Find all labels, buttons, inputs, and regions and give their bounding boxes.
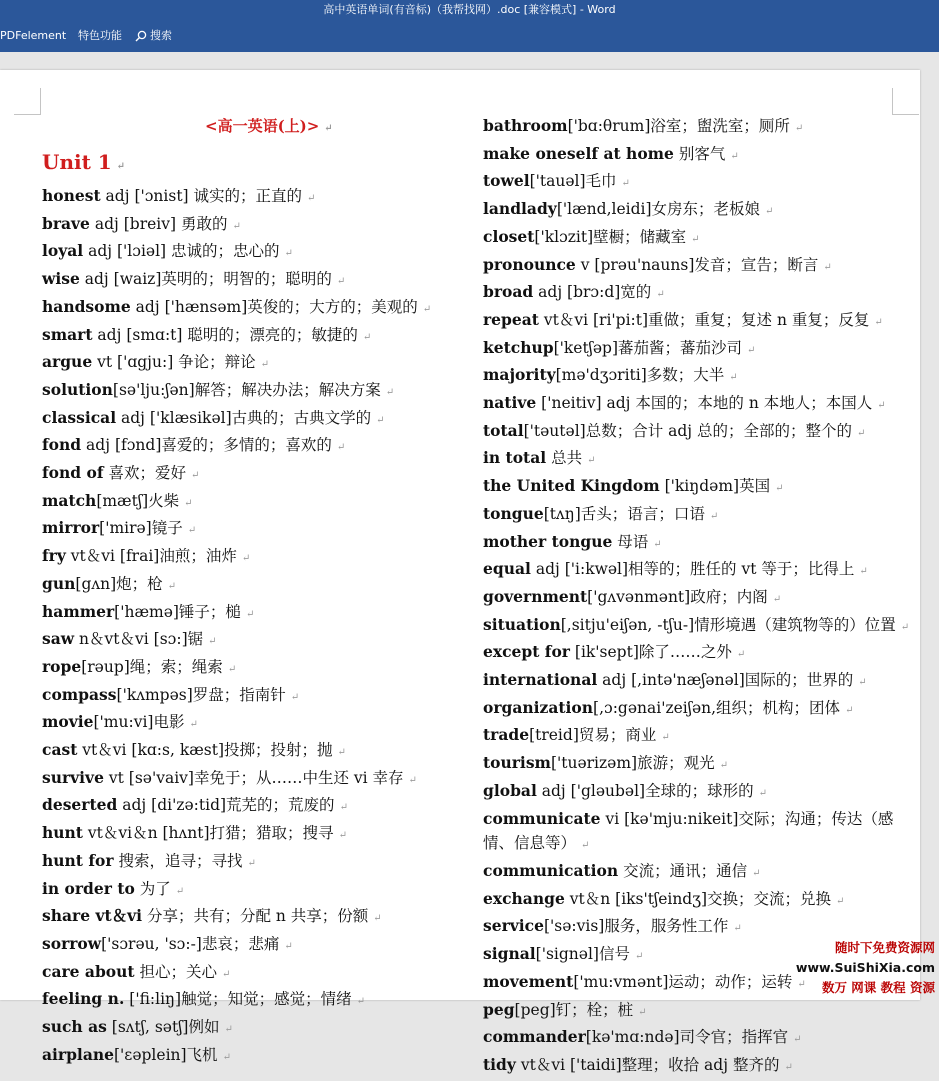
vocab-definition: 总共 [546, 449, 583, 468]
vocab-definition: ['lænd,leidi]女房东；老板娘 [556, 200, 761, 219]
vocab-definition: ['mu:vmənt]运动；动作；运转 [573, 972, 793, 991]
vocab-word: trade [483, 725, 530, 745]
vocab-entry [42, 544, 462, 572]
vocab-definition: vt＆vi ['taidi]整理；收拾 adj 整齐的 [515, 1055, 780, 1074]
paragraph-mark: ↵ [284, 248, 293, 260]
vocab-definition: [,sitju'eiʃən, -tʃu-]情形境遇（建筑物等的）位置 [560, 615, 896, 634]
vocab-entry [483, 640, 913, 668]
vocab-entry [483, 363, 913, 391]
paragraph-mark: ↵ [245, 608, 255, 620]
vocab-word: except for [483, 642, 570, 662]
watermark-line-1: 随时下免费资源网 [834, 940, 935, 955]
vocab-definition: adj ['i:kwəl]相等的；胜任的 vt 等于；比得上 [530, 560, 855, 579]
paragraph-mark: ↵ [775, 483, 784, 495]
vocab-definition: [sə'lju:ʃən]解答；解决办法；解决方案 [112, 380, 381, 399]
vocab-entry [483, 253, 913, 281]
paragraph-mark: ↵ [877, 400, 886, 412]
vocab-entry [42, 655, 462, 683]
paragraph-mark: ↵ [422, 303, 432, 315]
vocab-word: share vt＆vi [42, 906, 143, 926]
vocab-definition: [ik'sept]除了……之外 [569, 643, 732, 662]
vocab-word: gun [42, 573, 76, 593]
vocab-definition: vt ['ɑgju:] 争论；辩论 [92, 353, 256, 372]
vocab-entry [483, 114, 913, 142]
vocab-word: landlady [483, 199, 557, 219]
vocab-definition: 担心；关心 [134, 962, 217, 981]
vocab-definition: ['hæmə]锤子；槌 [114, 602, 241, 621]
vocab-definition: [treid]贸易；商业 [529, 726, 657, 745]
vocab-word: in total [483, 448, 547, 468]
vocab-definition: 为了 [134, 879, 171, 898]
vocab-definition: [rəup]绳；索；绳索 [81, 657, 223, 676]
paragraph-mark: ↵ [653, 538, 662, 550]
vocab-word: total [483, 420, 524, 440]
vocab-entry [483, 419, 913, 447]
vocab-word: care about [42, 961, 135, 981]
vocab-entry [42, 793, 462, 821]
vocab-definition: [mə'dʒɔriti]多数；大半 [555, 366, 725, 385]
paragraph-mark: ↵ [859, 566, 868, 578]
vocab-entry [483, 446, 913, 474]
paragraph-mark: ↵ [187, 525, 197, 537]
vocab-word: exchange [483, 888, 565, 908]
vocab-word: closet [483, 226, 535, 246]
vocab-entry [42, 433, 462, 461]
vocab-word: signal [483, 944, 536, 964]
vocab-definition: 分享；共有；分配 n 共享；份额 [142, 907, 369, 926]
paragraph-mark: ↵ [175, 885, 185, 897]
vocab-entry [483, 169, 913, 197]
vocab-entry [42, 295, 462, 323]
vocab-entry [483, 391, 913, 419]
vocab-definition: adj ['klæsikəl]古典的；古典文学的 [116, 408, 372, 427]
crop-mark-top-right [892, 88, 919, 115]
vocab-word: fond of [42, 463, 104, 483]
vocab-word: survive [42, 767, 104, 787]
vocab-entry [483, 1053, 913, 1081]
title-bar [0, 0, 939, 20]
vocab-entry [42, 378, 462, 406]
vocab-word: situation [483, 614, 561, 634]
paragraph-mark: ↵ [385, 386, 395, 398]
paragraph-mark: ↵ [208, 636, 217, 648]
vocab-word: such as [42, 1017, 107, 1037]
vocab-definition: ['bɑ:θrum]浴室；盥洗室；厕所 [567, 117, 790, 135]
vocab-word: hunt [42, 823, 83, 843]
paragraph-mark: ↵ [874, 316, 883, 328]
vocab-entry [42, 821, 462, 849]
vocab-definition: adj [fɔnd]喜爱的；多情的；喜欢的 [81, 436, 332, 455]
vocab-word: wise [42, 269, 80, 289]
vocab-definition: adj [breiv] 勇敢的 [89, 214, 228, 233]
paragraph-mark: ↵ [857, 427, 866, 439]
vocab-word: equal [483, 559, 531, 579]
vocab-entry [483, 280, 913, 308]
vocab-entry [483, 197, 913, 225]
vocab-definition: 母语 [612, 532, 649, 551]
paragraph-mark: ↵ [581, 840, 590, 852]
vocab-entry [483, 696, 913, 724]
vocab-word: rope [42, 656, 82, 676]
vocab-entry [42, 406, 462, 434]
site-watermark [778, 938, 939, 1000]
paragraph-mark: ↵ [189, 719, 198, 731]
vocab-definition: ['ketʃəp]蕃茄酱；蕃茄沙司 [553, 338, 743, 357]
vocab-entry [483, 474, 913, 502]
vocab-word: fond [42, 435, 82, 455]
vocab-definition: [,ɔ:gənai'zeiʃən,组织；机构；团体 [593, 698, 841, 717]
vocab-entry [483, 557, 913, 585]
vocab-definition: ['fi:liŋ]触觉；知觉；感觉；情绪 [124, 990, 352, 1009]
vocab-entry [42, 710, 462, 738]
paragraph-mark: ↵ [719, 760, 728, 772]
vocab-definition: vt＆vi [frai]油煎；油炸 [65, 547, 237, 566]
vocab-word: mirror [42, 518, 100, 538]
paragraph-mark: ↵ [638, 1006, 647, 1018]
vocab-definition: vt＆n [iks'tʃeindʒ]交换；交流；兑换 [564, 889, 832, 908]
vocab-definition: ['neitiv] adj 本国的；本地的 n 本地人；本国人 [536, 394, 873, 413]
vocab-entry [42, 600, 462, 628]
vocab-entry [42, 184, 462, 212]
vocab-entry [42, 323, 462, 351]
vocab-entry [483, 723, 913, 751]
vocab-word: international [483, 670, 598, 690]
paragraph-mark: ↵ [356, 996, 365, 1008]
vocab-word: honest [42, 186, 101, 205]
paragraph-mark: ↵ [307, 193, 316, 204]
vocab-word: towel [483, 171, 530, 191]
vocab-definition: ['sɔrəu, 'sɔ:-]悲哀；悲痛 [101, 934, 280, 953]
paragraph-mark: ↵ [736, 649, 746, 661]
search-button[interactable] [135, 28, 172, 44]
vocab-word: tourism [483, 753, 551, 773]
paragraph-mark: ↵ [227, 663, 237, 675]
paragraph-mark: ↵ [587, 455, 596, 467]
vocab-word: tidy [483, 1054, 516, 1074]
vocab-definition: ['təutəl]总数；合计 adj 总的；全部的；整个的 [523, 421, 853, 440]
section-heading: <高一英语(上)> ↵ [205, 117, 333, 135]
vocab-word: the United Kingdom [483, 476, 660, 496]
paragraph-mark: ↵ [338, 830, 347, 842]
ribbon [0, 20, 939, 52]
vocab-word: match [42, 490, 97, 510]
vocab-entry [42, 627, 462, 655]
vocab-definition: [sʌtʃ, sətʃ]例如 [106, 1018, 220, 1037]
vocab-word: service [483, 916, 544, 936]
vocab-definition: [gʌn]炮；枪 [75, 574, 163, 593]
vocab-word: loyal [42, 241, 84, 261]
vocab-word: peg [483, 999, 515, 1019]
unit-title: Unit 1 ↵ [42, 150, 126, 174]
paragraph-mark: ↵ [797, 978, 806, 990]
vocab-word: repeat [483, 309, 539, 329]
vocab-entry [42, 350, 462, 378]
vocab-entry [483, 807, 913, 859]
vocab-entry [42, 267, 462, 295]
paragraph-mark: ↵ [290, 691, 300, 703]
vocab-entry [42, 239, 462, 267]
vocab-definition: vt＆vi [ri'pi:t]重做；重复；复述 n 重复；反复 [538, 310, 870, 329]
vocab-definition: adj [smɑ:t] 聪明的；漂亮的；敏捷的 [92, 325, 358, 344]
vocab-word: sorrow [42, 933, 102, 953]
paragraph-mark: ↵ [247, 857, 256, 869]
paragraph-mark: ↵ [373, 913, 382, 925]
vocab-entry [42, 987, 462, 1015]
vocab-entry [483, 530, 913, 558]
vocab-word: organization [483, 697, 594, 717]
vocab-definition: 喜欢；爱好 [103, 464, 186, 483]
watermark-line-3: 数万 网课 教程 资源 [821, 980, 935, 995]
paragraph-mark: ↵ [836, 895, 845, 907]
vocab-entry [483, 751, 913, 779]
paragraph-mark: ↵ [336, 276, 346, 288]
vocab-word: in order to [42, 878, 135, 898]
vocab-entry [42, 766, 462, 794]
watermark-url: www.SuiShiXia.com [795, 960, 935, 975]
paragraph-mark: ↵ [376, 414, 385, 426]
right-vocab-list [483, 114, 913, 1081]
vocab-word: movie [42, 712, 94, 732]
paragraph-mark: ↵ [167, 580, 177, 592]
vocab-word: make oneself at home [483, 143, 674, 163]
vocab-definition: adj [,intə'næʃənəl]国际的；世界的 [597, 671, 854, 690]
vocab-entry [483, 613, 913, 641]
vocab-definition: 搜索，追寻；寻找 [113, 851, 243, 870]
vocab-definition: vt＆vi [kɑ:s, kæst]投掷；投射；抛 [77, 741, 333, 760]
vocab-word: bathroom [483, 116, 568, 135]
vocab-word: government [483, 586, 588, 606]
vocab-entry [42, 212, 462, 240]
crop-mark-top-left [14, 88, 41, 115]
vocab-entry [483, 585, 913, 613]
vocab-entry [42, 738, 462, 766]
paragraph-mark: ↵ [765, 206, 774, 218]
vocab-entry [42, 489, 462, 517]
vocab-entry [42, 572, 462, 600]
paragraph-mark: ↵ [730, 150, 739, 162]
vocab-entry [42, 904, 462, 932]
vocab-word: feeling n. [42, 989, 125, 1009]
vocab-entry [42, 683, 462, 711]
vocab-word: brave [42, 213, 90, 233]
vocab-definition: [mætʃ]火柴 [96, 491, 180, 510]
tab-pdfelement[interactable]: PDFelement [0, 29, 67, 42]
paragraph-mark: ↵ [900, 621, 910, 633]
vocab-entry [483, 225, 913, 253]
paragraph-mark: ↵ [709, 510, 719, 522]
vocab-entry [42, 516, 462, 544]
vocab-word: ketchup [483, 337, 554, 357]
paragraph-mark: ↵ [661, 732, 670, 744]
vocab-definition: [peg]钉；栓；桩 [514, 1000, 634, 1019]
paragraph-mark: ↵ [794, 123, 804, 134]
paragraph-mark: ↵ [793, 1034, 802, 1046]
vocab-word: solution [42, 379, 113, 399]
paragraph-mark: ↵ [362, 331, 372, 343]
vocab-word: movement [483, 971, 574, 991]
vocab-entry [483, 859, 913, 887]
vocab-word: airplane [42, 1044, 114, 1064]
paragraph-mark: ↵ [758, 787, 768, 799]
vocab-entry [483, 142, 913, 170]
vocab-definition: ['kiŋdəm]英国 [659, 477, 771, 496]
paragraph-mark: ↵ [339, 802, 348, 814]
vocab-definition: ['mu:vi]电影 [93, 713, 185, 732]
paragraph-mark: ↵ [184, 497, 193, 509]
vocab-definition: 交流；通讯；通信 [618, 861, 748, 880]
paragraph-mark: ↵ [241, 553, 251, 565]
vocab-entry [42, 877, 462, 905]
tab-special-features[interactable]: 特色功能 [78, 29, 122, 42]
paragraph-mark: ↵ [733, 923, 742, 935]
vocab-definition: 别客气 [673, 144, 726, 163]
vocab-definition: ['tuərizəm]旅游；观光 [550, 754, 715, 773]
vocab-word: communicate [483, 808, 601, 828]
right-column [483, 114, 913, 1081]
paragraph-mark: ↵ [729, 372, 738, 384]
vocab-definition: adj ['hænsəm]英俊的；大方的；美观的 [130, 297, 418, 316]
vocab-word: smart [42, 324, 93, 344]
vocab-entry [483, 668, 913, 696]
paragraph-mark: ↵ [222, 968, 231, 980]
vocab-word: handsome [42, 296, 131, 316]
paragraph-mark: ↵ [621, 178, 630, 190]
vocab-definition: vt＆vi＆n [hʌnt]打猎；猎取；搜寻 [82, 824, 334, 843]
window-title: 高中英语单词(有音标)（我帮找网）.doc [兼容模式] - Word [323, 3, 616, 16]
vocab-word: deserted [42, 795, 118, 815]
vocab-entry [42, 849, 462, 877]
vocab-definition: adj ['gləubəl]全球的；球形的 [536, 781, 754, 800]
vocab-word: majority [483, 365, 556, 385]
vocab-word: compass [42, 684, 117, 704]
paragraph-mark: ↵ [190, 470, 200, 482]
vocab-definition: adj [waiz]英明的；明智的；聪明的 [79, 270, 332, 289]
paragraph-mark: ↵ [337, 747, 346, 759]
vocab-word: hammer [42, 601, 115, 621]
vocab-definition: adj [di'zə:tid]荒芜的；荒废的 [117, 796, 335, 815]
vocab-entry [42, 461, 462, 489]
paragraph-mark: ↵ [224, 1024, 233, 1036]
paragraph-mark: ↵ [772, 593, 782, 605]
vocab-word: argue [42, 352, 93, 372]
vocab-definition: vi [kə'mju:nikeit]交际；沟通；传达（感情、信息等） [483, 809, 894, 853]
vocab-word: saw [42, 629, 75, 649]
vocab-word: pronounce [483, 254, 576, 274]
vocab-word: tongue [483, 503, 544, 523]
search-label: 搜索 [150, 29, 172, 42]
left-column [42, 114, 462, 1071]
vocab-word: mother tongue [483, 531, 613, 551]
paragraph-mark: ↵ [691, 233, 700, 245]
vocab-definition: ['tauəl]毛巾 [529, 172, 617, 191]
vocab-word: broad [483, 282, 534, 302]
vocab-entry [42, 1043, 462, 1071]
vocab-definition: ['signəl]信号 [535, 945, 630, 964]
left-vocab-list [42, 184, 462, 1071]
vocab-definition: ['gʌvənmənt]政府；内阁 [587, 587, 768, 606]
paragraph-mark: ↵ [408, 774, 417, 786]
document-page[interactable] [0, 70, 920, 1074]
paragraph-mark: ↵ [823, 261, 832, 273]
vocab-entry [42, 960, 462, 988]
vocab-entry [483, 998, 913, 1026]
search-icon [135, 30, 147, 42]
paragraph-mark: ↵ [747, 344, 756, 356]
paragraph-mark: ↵ [845, 704, 854, 716]
vocab-definition: n＆vt＆vi [sɔ:]锯 [74, 630, 204, 649]
vocab-entry [483, 1025, 913, 1053]
vocab-definition: adj ['lɔiəl] 忠诚的；忠心的 [83, 242, 280, 261]
paragraph-mark: ↵ [634, 951, 644, 963]
paragraph-mark: ↵ [656, 289, 665, 301]
vocab-word: cast [42, 740, 78, 760]
vocab-definition: v [prəu'nauns]发音；宣告；断言 [575, 255, 819, 274]
paragraph-mark: ↵ [284, 940, 293, 952]
vocab-entry [483, 779, 913, 807]
paragraph-mark: ↵ [260, 359, 270, 371]
vocab-word: global [483, 780, 537, 800]
vocab-definition: adj [brɔ:d]宽的 [533, 283, 652, 302]
paragraph-mark: ↵ [784, 1061, 793, 1073]
vocab-word: communication [483, 860, 619, 880]
paragraph-mark: ↵ [752, 867, 761, 879]
vocab-word: hunt for [42, 850, 114, 870]
vocab-word: native [483, 393, 537, 413]
paragraph-mark: ↵ [336, 442, 346, 454]
vocab-definition: [tʌŋ]舌头；语言；口语 [543, 504, 705, 523]
vocab-definition: ['mirə]镜子 [99, 519, 183, 538]
vocab-entry [483, 308, 913, 336]
vocab-definition: ['kʌmpəs]罗盘；指南针 [116, 685, 286, 704]
vocab-word: classical [42, 407, 117, 427]
vocab-definition: vt [sə'vaiv]幸免于；从……中生还 vi 幸存 [103, 768, 404, 787]
vocab-definition: ['ɛəplein]飞机 [114, 1045, 218, 1064]
vocab-definition: adj ['ɔnist] 诚实的；正直的 [100, 187, 303, 205]
vocab-definition: ['klɔzit]壁橱；储藏室 [534, 227, 687, 246]
vocab-entry [42, 932, 462, 960]
vocab-entry [42, 1015, 462, 1043]
paragraph-mark: ↵ [858, 677, 867, 689]
vocab-definition: ['sə:vis]服务，服务性工作 [543, 917, 729, 936]
vocab-word: commander [483, 1027, 586, 1047]
vocab-definition: [kə'mɑ:ndə]司令官；指挥官 [585, 1028, 789, 1047]
vocab-entry [483, 502, 913, 530]
vocab-word: fry [42, 546, 66, 566]
vocab-entry [483, 336, 913, 364]
vocab-entry [483, 887, 913, 915]
paragraph-mark: ↵ [232, 220, 241, 232]
paragraph-mark: ↵ [222, 1051, 231, 1063]
